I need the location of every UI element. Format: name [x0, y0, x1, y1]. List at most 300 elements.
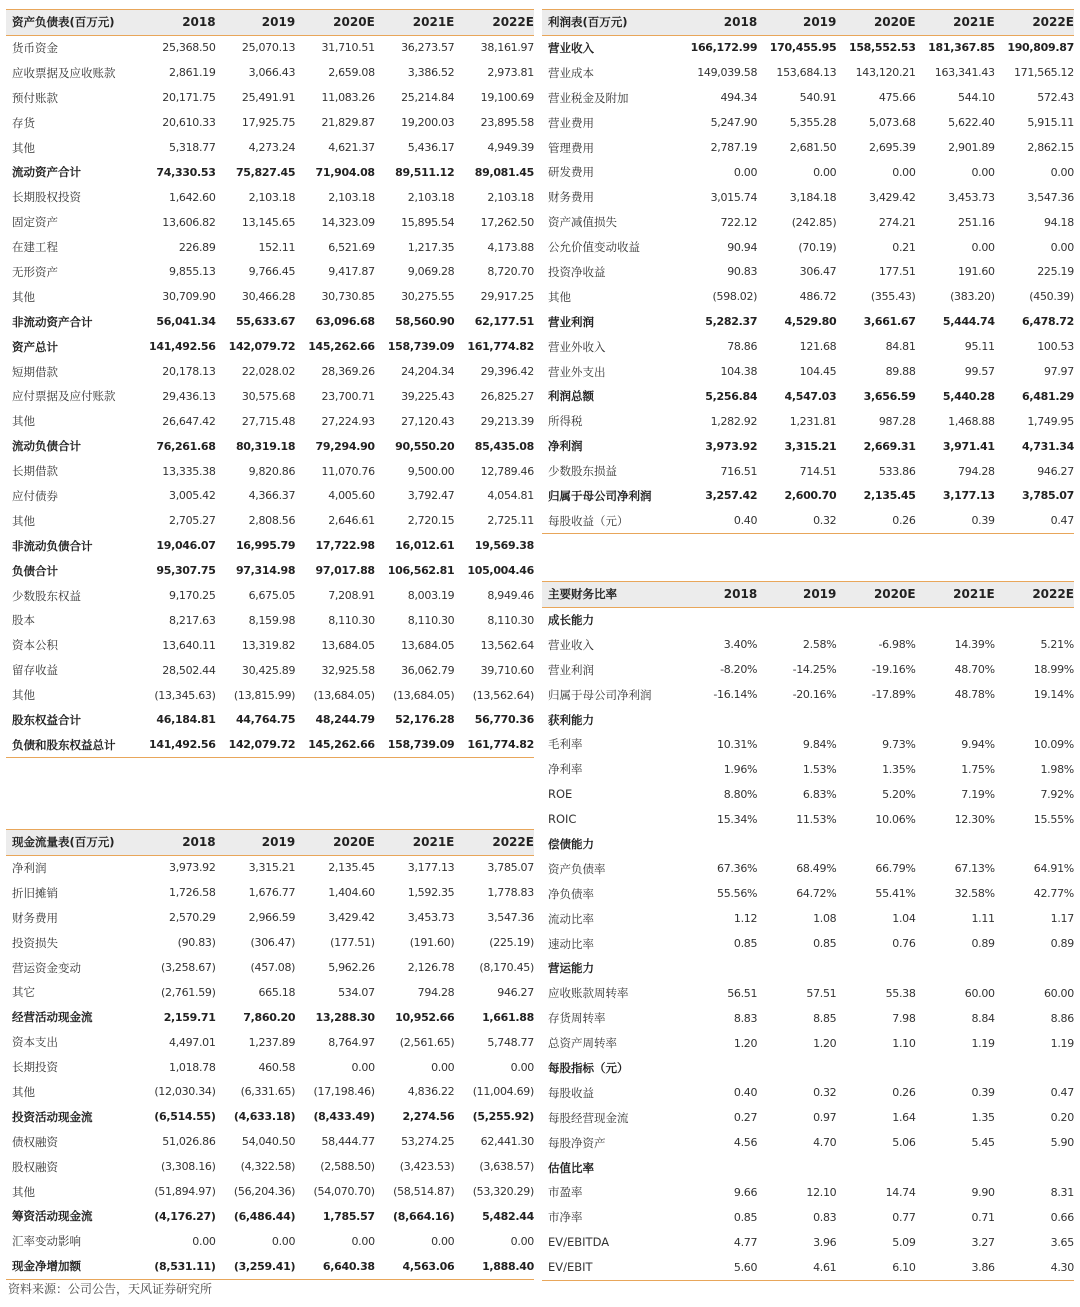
table-row [6, 409, 534, 434]
cell-value: 161,774.82 [467, 738, 534, 752]
cell-value: 3.86 [971, 1260, 995, 1274]
row-label: 营业外支出 [548, 364, 606, 379]
row-label: 公允价值变动收益 [548, 240, 640, 255]
table-row [6, 708, 534, 733]
cell-value: 9,766.45 [248, 265, 296, 279]
row-label: 流动比率 [548, 911, 594, 926]
column-header: 2021E [412, 835, 455, 850]
cell-value: 141,492.56 [149, 738, 216, 752]
cell-value: 90,550.20 [395, 439, 455, 453]
row-label: 营运能力 [548, 961, 594, 976]
table-row [542, 384, 1074, 409]
table-row [542, 210, 1074, 235]
cell-value: 149,039.58 [697, 66, 758, 80]
cell-value: 2,973.81 [487, 66, 534, 80]
table-row [542, 807, 1074, 832]
cell-value: (4,322.58) [240, 1160, 296, 1174]
cell-value: (225.19) [489, 936, 534, 950]
cell-value: 4,836.22 [407, 1085, 455, 1099]
cell-value: 0.00 [813, 165, 837, 179]
cell-value: 1.12 [733, 912, 758, 926]
cell-value: (58,514.87) [393, 1185, 455, 1199]
cell-value: 29,917.25 [480, 290, 534, 304]
cell-value: 9.73% [882, 737, 916, 751]
cell-value: 6,478.72 [1022, 315, 1074, 329]
cell-value: 66.79% [875, 862, 916, 876]
cell-value: 7,208.91 [328, 589, 375, 603]
cell-value: (70.19) [798, 240, 837, 254]
cell-value: 0.89 [1050, 937, 1074, 951]
table-row [542, 409, 1074, 434]
cell-value: 544.10 [958, 91, 995, 105]
table-row [6, 583, 534, 608]
row-label: 其他 [12, 414, 35, 429]
cell-value: 7.98 [892, 1011, 916, 1025]
cell-value: 8.86 [1050, 1011, 1074, 1025]
table-row [6, 533, 534, 558]
table-row [542, 1006, 1074, 1031]
cell-value: 4,054.81 [487, 489, 534, 503]
cell-value: 5.90 [1050, 1136, 1074, 1150]
column-header: 2019 [802, 587, 837, 602]
table-row [6, 980, 534, 1005]
cell-value: 95,307.75 [156, 564, 216, 578]
cell-value: 540.91 [799, 91, 837, 105]
table-row [6, 1104, 534, 1129]
cell-value: 2,720.15 [407, 514, 455, 528]
cell-value: 6.10 [892, 1260, 916, 1274]
cell-value: 20,610.33 [162, 116, 216, 130]
cell-value: 105,004.46 [467, 564, 534, 578]
row-label: EV/EBIT [548, 1260, 593, 1275]
row-label: 少数股东权益 [12, 588, 81, 603]
row-label: 无形资产 [12, 264, 58, 279]
row-label: 营业利润 [548, 662, 594, 677]
cell-value: (191.60) [409, 936, 455, 950]
cell-value: 95.11 [964, 340, 995, 354]
cell-value: (8,170.45) [479, 961, 534, 974]
table-row [6, 235, 534, 260]
cell-value: 30,730.85 [321, 290, 375, 304]
cell-value: 25,070.13 [241, 41, 296, 55]
cell-value: 1,749.95 [1027, 414, 1074, 428]
cell-value: -19.16% [871, 663, 916, 677]
cell-value: 36,062.79 [401, 663, 455, 677]
cell-value: 64.72% [796, 887, 837, 901]
cell-value: 8,159.98 [248, 613, 296, 627]
cell-value: 1.35% [882, 762, 916, 776]
cell-value: 2,901.89 [948, 141, 995, 154]
row-label: 应付票据及应付账款 [12, 389, 116, 404]
row-label: 长期投资 [12, 1060, 58, 1075]
row-label: 资本支出 [12, 1035, 58, 1050]
cell-value: 2,966.59 [248, 911, 296, 925]
cell-value: 251.16 [958, 215, 995, 229]
cell-value: 3,257.42 [705, 489, 758, 503]
cell-value: 58,444.77 [321, 1135, 375, 1149]
table-row [542, 832, 1074, 857]
cell-value: 24,204.34 [401, 365, 455, 379]
cell-value: 10.06% [875, 812, 916, 826]
row-label: 总资产周转率 [548, 1036, 617, 1051]
cell-value: 48.78% [954, 688, 995, 702]
cell-value: 3,177.13 [407, 861, 455, 875]
cell-value: 9.66 [733, 1185, 758, 1199]
cell-value: 4,005.60 [328, 489, 375, 503]
cell-value: 166,172.99 [690, 41, 758, 55]
cell-value: 0.00 [1050, 240, 1074, 254]
row-label: 市盈率 [548, 1185, 583, 1200]
table-row [542, 1180, 1074, 1205]
cell-value: 25,368.50 [162, 41, 216, 55]
table-row [6, 1030, 534, 1055]
cell-value: 9.84% [802, 737, 837, 751]
table-row [6, 856, 534, 881]
cell-value: 1,217.35 [407, 240, 455, 254]
cell-value: 3,015.74 [710, 190, 758, 204]
cell-value: (13,684.05) [313, 688, 375, 702]
table-row [6, 210, 534, 235]
cell-value: 0.00 [1050, 165, 1074, 179]
table-row [6, 260, 534, 285]
cell-value: 153,684.13 [776, 66, 837, 80]
row-label: 资本公积 [12, 638, 58, 653]
table-title: 利润表(百万元) [548, 15, 628, 30]
cell-value: 4,366.37 [248, 489, 296, 503]
cell-value: 0.26 [892, 514, 916, 528]
cell-value: 3,386.52 [407, 66, 455, 80]
table-row [6, 880, 534, 905]
cell-value: -17.89% [871, 688, 916, 702]
cell-value: 1,592.35 [407, 886, 455, 900]
cell-value: 48,244.79 [315, 713, 375, 727]
cell-value: 1,231.81 [789, 414, 837, 428]
cell-value: 6,675.05 [248, 589, 296, 603]
cell-value: (3,308.16) [161, 1160, 216, 1174]
table-title: 现金流量表(百万元) [12, 835, 115, 850]
cell-value: 6.83% [802, 787, 837, 801]
cell-value: 28,502.44 [162, 663, 216, 677]
cell-value: 32,925.58 [321, 663, 375, 677]
table-row [6, 683, 534, 708]
cell-value: 18.99% [1033, 663, 1074, 677]
cell-value: 152.11 [258, 240, 296, 254]
table-row [542, 309, 1074, 334]
row-label: 留存收益 [12, 663, 58, 678]
cell-value: -8.20% [720, 663, 758, 677]
cell-value: 13,640.11 [162, 638, 216, 652]
cell-value: 0.20 [1050, 1111, 1074, 1125]
cell-value: 13,145.65 [241, 215, 296, 229]
row-label: ROE [548, 787, 573, 802]
cell-value: 1,676.77 [248, 886, 296, 900]
cell-value: 29,213.39 [480, 414, 534, 428]
cell-value: 71,904.08 [315, 165, 375, 179]
cell-value: 0.40 [733, 514, 758, 528]
cell-value: 486.72 [799, 290, 837, 304]
column-header: 2022E [492, 835, 534, 850]
cell-value: 0.40 [733, 1086, 758, 1100]
cell-value: 3,184.18 [789, 190, 837, 204]
cell-value: 6,481.29 [1022, 389, 1074, 403]
table-row [6, 608, 534, 633]
cell-value: 30,425.89 [241, 663, 296, 677]
row-label: 股权融资 [12, 1159, 58, 1174]
table-header [542, 582, 1074, 608]
cell-value: 2,600.70 [784, 489, 837, 503]
row-label: 其他 [12, 1084, 35, 1099]
cell-value: 8,003.19 [407, 589, 455, 603]
cell-value: 1,661.88 [482, 1010, 534, 1024]
row-label: 每股净资产 [548, 1135, 606, 1150]
cell-value: 0.00 [733, 165, 758, 179]
cell-value: 12.30% [954, 812, 995, 826]
table-row [542, 235, 1074, 260]
cell-value: 38,161.97 [480, 41, 534, 55]
cell-value: 794.28 [417, 985, 455, 999]
table-row [542, 931, 1074, 956]
table-row [6, 185, 534, 210]
cell-value: 55.56% [717, 887, 758, 901]
cell-value: 30,709.90 [162, 290, 216, 304]
table-row [542, 856, 1074, 881]
cell-value: (5,255.92) [472, 1110, 534, 1124]
cell-value: 0.00 [351, 1234, 375, 1248]
cell-value: 94.18 [1043, 215, 1074, 229]
row-label: 归属于母公司净利润 [548, 687, 652, 702]
table-row [6, 284, 534, 309]
cell-value: 4,497.01 [169, 1035, 216, 1049]
table-row [542, 657, 1074, 682]
cell-value: 142,079.72 [228, 340, 296, 354]
cell-value: (53,320.29) [472, 1185, 534, 1199]
cell-value: 10,952.66 [395, 1010, 455, 1024]
cell-value: (306.47) [250, 936, 296, 950]
cell-value: 534.07 [338, 985, 375, 999]
cell-value: 3,315.21 [248, 861, 296, 875]
column-header: 2022E [1032, 15, 1074, 30]
table-row [6, 135, 534, 160]
cell-value: (2,588.50) [320, 1160, 375, 1174]
cell-value: 0.00 [971, 165, 995, 179]
row-label: 研发费用 [548, 165, 594, 180]
cell-value: 225.19 [1037, 265, 1074, 279]
column-header: 2019 [261, 835, 296, 850]
column-header: 2019 [802, 15, 837, 30]
cell-value: 4,529.80 [784, 315, 837, 329]
cell-value: 84.81 [885, 340, 916, 354]
cell-value: 4,173.88 [487, 240, 534, 254]
cell-value: 0.00 [510, 1234, 534, 1248]
cell-value: 2,695.39 [868, 141, 916, 154]
cell-value: 714.51 [799, 464, 837, 478]
cell-value: (3,258.67) [161, 961, 216, 974]
column-header: 2022E [1032, 587, 1074, 602]
cell-value: (4,633.18) [233, 1110, 296, 1124]
row-label: 股本 [12, 613, 35, 628]
table-row [542, 334, 1074, 359]
cell-value: 8.85 [813, 1011, 837, 1025]
cell-value: 3,547.36 [487, 911, 534, 925]
cell-value: 1.10 [892, 1036, 916, 1050]
cell-value: 4,621.37 [328, 141, 375, 154]
income-statement-table [542, 9, 1074, 534]
cell-value: 52,176.28 [395, 713, 455, 727]
table-row [542, 60, 1074, 85]
column-header: 2018 [723, 587, 758, 602]
column-header: 2020E [333, 15, 375, 30]
cell-value: 794.28 [958, 464, 995, 478]
row-label: 非流动负债合计 [12, 538, 93, 553]
cell-value: 494.34 [720, 91, 758, 105]
cell-value: 177.51 [878, 265, 916, 279]
cell-value: 181,367.85 [928, 41, 995, 55]
cell-value: -14.25% [792, 663, 837, 677]
cell-value: 4,563.06 [402, 1259, 455, 1273]
cell-value: 15.55% [1033, 812, 1074, 826]
cell-value: 143,120.21 [855, 66, 916, 80]
cell-value: 4,949.39 [487, 141, 534, 154]
cell-value: 7.19% [961, 787, 995, 801]
cell-value: 3,785.07 [487, 861, 534, 875]
row-label: 财务费用 [12, 910, 58, 925]
column-header: 2020E [333, 835, 375, 850]
cell-value: 26,647.42 [162, 414, 216, 428]
row-label: 偿债能力 [548, 836, 594, 851]
cell-value: 97.97 [1043, 365, 1074, 379]
row-label: 估值比率 [548, 1160, 594, 1175]
cell-value: 3,661.67 [863, 315, 916, 329]
table-row [6, 558, 534, 583]
cell-value: 226.89 [178, 240, 216, 254]
table-row [542, 1130, 1074, 1155]
row-label: 负债合计 [12, 563, 58, 578]
row-label: 经营活动现金流 [12, 1010, 93, 1025]
cell-value: 13,684.05 [401, 638, 455, 652]
table-row [6, 60, 534, 85]
table-row [6, 1204, 534, 1229]
cell-value: 80,319.18 [235, 439, 296, 453]
cell-value: 1.98% [1040, 762, 1074, 776]
cell-value: 1.75% [961, 762, 995, 776]
row-label: 长期借款 [12, 464, 58, 479]
cell-value: 0.00 [431, 1060, 455, 1074]
cell-value: 1.19 [971, 1036, 995, 1050]
cell-value: 13,606.82 [162, 215, 216, 229]
cell-value: 190,809.87 [1007, 41, 1074, 55]
table-row [542, 906, 1074, 931]
row-label: 折旧摊销 [12, 885, 58, 900]
cell-value: 3.96 [813, 1235, 837, 1249]
cell-value: 2,570.29 [169, 911, 216, 925]
cell-value: 8,720.70 [487, 265, 534, 279]
cell-value: 89,511.12 [395, 165, 455, 179]
cell-value: 0.00 [510, 1060, 534, 1074]
cell-value: 19.14% [1033, 688, 1074, 702]
cell-value: 8,217.63 [169, 613, 216, 627]
cell-value: 9,170.25 [169, 589, 216, 603]
table-row [542, 1031, 1074, 1056]
cell-value: 946.27 [497, 985, 534, 999]
row-label: 固定资产 [12, 215, 58, 230]
cell-value: 23,700.71 [321, 389, 375, 403]
cell-value: 1,888.40 [482, 1259, 534, 1273]
column-header: 2021E [412, 15, 455, 30]
cell-value: -6.98% [878, 638, 916, 652]
cell-value: 3,547.36 [1027, 190, 1074, 204]
cell-value: 9.90 [971, 1185, 995, 1199]
cell-value: 8,110.30 [328, 613, 375, 627]
table-row [542, 1205, 1074, 1230]
cell-value: 145,262.66 [308, 738, 375, 752]
table-row [6, 309, 534, 334]
cell-value: 11,070.76 [321, 464, 375, 478]
cell-value: (56,204.36) [233, 1185, 296, 1199]
row-label: 资产总计 [12, 339, 58, 354]
cell-value: (6,514.55) [154, 1110, 216, 1124]
cell-value: 62,177.51 [474, 315, 534, 329]
table-row [542, 732, 1074, 757]
cell-value: 0.47 [1050, 1086, 1074, 1100]
cell-value: 25,491.91 [241, 91, 296, 105]
cell-value: (8,531.11) [154, 1259, 216, 1273]
cell-value: 14,323.09 [321, 215, 375, 229]
cell-value: 28,369.26 [321, 365, 375, 379]
row-label: 在建工程 [12, 240, 58, 255]
cell-value: 19,569.38 [474, 539, 534, 553]
row-label: 流动资产合计 [12, 165, 81, 180]
row-label: 资产负债率 [548, 861, 606, 876]
row-label: 营业外收入 [548, 339, 606, 354]
row-label: 每股经营现金流 [548, 1110, 629, 1125]
cell-value: 2,681.50 [789, 141, 837, 154]
cell-value: 2,646.61 [328, 514, 375, 528]
cell-value: 533.86 [878, 464, 916, 478]
cell-value: 32.58% [954, 887, 995, 901]
cell-value: 74,330.53 [156, 165, 216, 179]
column-header: 2022E [492, 15, 534, 30]
cell-value: 1.19 [1050, 1036, 1074, 1050]
cell-value: 39,710.60 [480, 663, 534, 677]
cell-value: 55.38 [885, 986, 916, 1000]
cell-value: 5,436.17 [407, 141, 455, 154]
cell-value: 2,705.27 [169, 514, 216, 528]
cell-value: 27,715.48 [241, 414, 296, 428]
cell-value: -16.14% [713, 688, 758, 702]
row-label: 营业收入 [548, 637, 594, 652]
cell-value: 0.83 [813, 1210, 837, 1224]
row-label: 归属于母公司净利润 [548, 488, 652, 503]
table-row [6, 732, 534, 758]
cell-value: 8,110.30 [487, 613, 534, 627]
cell-value: 17,262.50 [480, 215, 534, 229]
cell-value: 4,547.03 [784, 389, 837, 403]
cell-value: 5,748.77 [487, 1035, 534, 1049]
cell-value: 0.00 [892, 165, 916, 179]
cell-value: 306.47 [799, 265, 837, 279]
cell-value: 0.77 [892, 1210, 916, 1224]
cell-value: 1.64 [892, 1111, 916, 1125]
cell-value: 5.21% [1040, 638, 1074, 652]
cell-value: 0.97 [813, 1111, 837, 1125]
row-label: 其他 [12, 140, 35, 155]
cell-value: 4.77 [733, 1235, 758, 1249]
cell-value: 53,274.25 [401, 1135, 455, 1149]
cell-value: 21,829.87 [321, 116, 375, 130]
cell-value: (6,486.44) [233, 1209, 296, 1223]
row-label: 营业费用 [548, 115, 594, 130]
cell-value: 2,135.45 [328, 861, 375, 875]
